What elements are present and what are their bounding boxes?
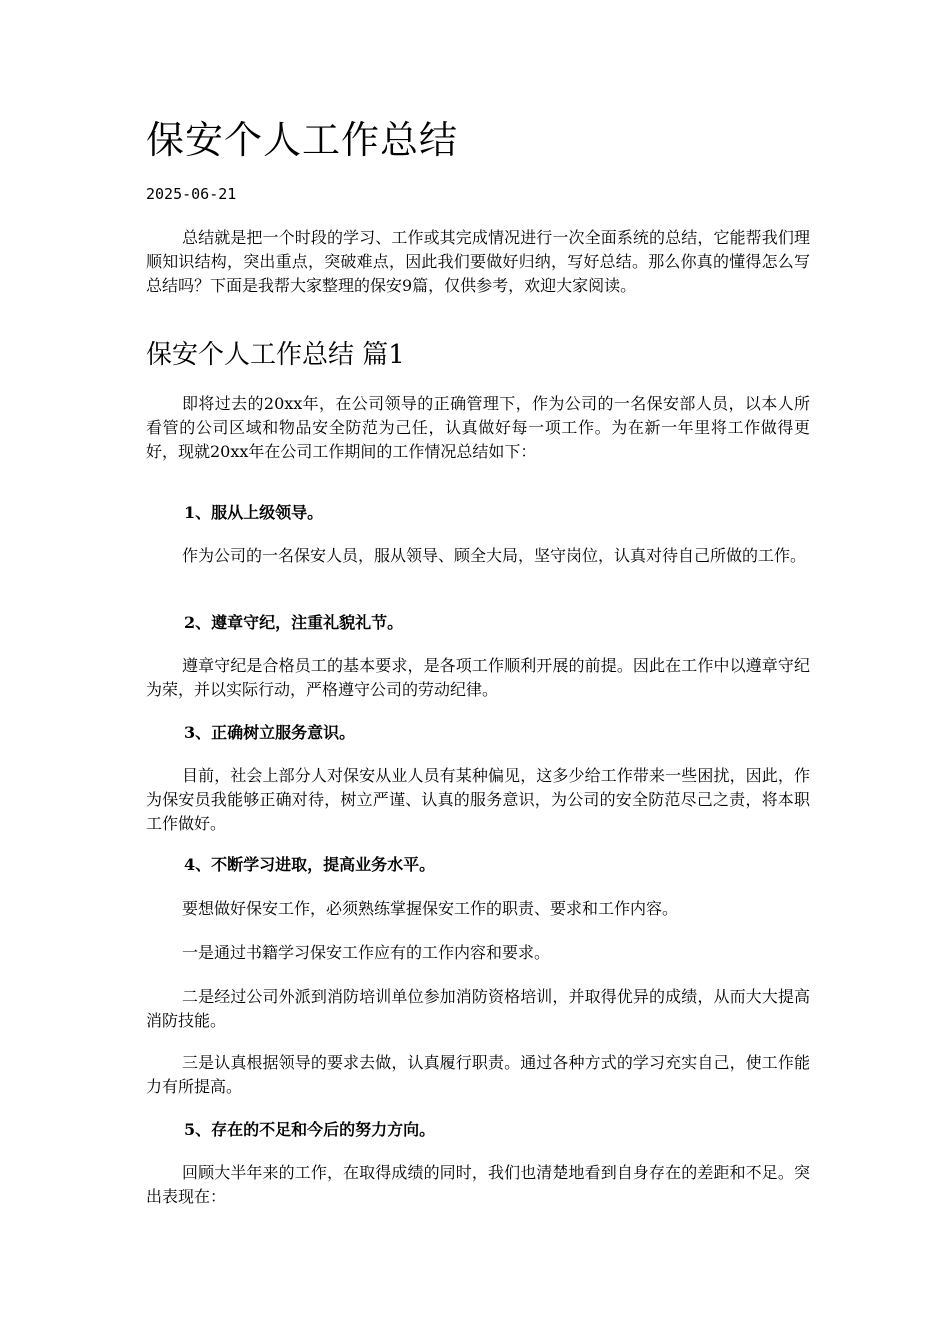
section-title: 保安个人工作总结 篇1 [146,340,405,370]
document-date: 2025-06-21 [146,185,237,203]
body-paragraph-2: 作为公司的一名保安人员，服从领导、顾全大局，坚守岗位，认真对待自己所做的工作。 [182,546,807,565]
subheading-3: 3、正确树立服务意识。 [184,723,356,742]
body-paragraph-1: 即将过去的20xx年，在公司领导的正确管理下，作为公司的一名保安部人员，以本人所看管的公司区域和物品安全防范为己任，认真做好每一项工作。为在新一年里将工作做得更好，现就20xx年在公司工作期间的工作情况总结如下： [146,394,810,461]
body-paragraph-5: 要想做好保安工作，必须熟练掌握保安工作的职责、要求和工作内容。 [182,899,679,918]
body-paragraph-8: 三是认真根据领导的要求去做，认真履行职责。通过各种方式的学习充实自己，使工作能力有所提高。 [146,1053,810,1096]
subheading-1: 1、服从上级领导。 [184,503,324,522]
body-paragraph-3: 遵章守纪是合格员工的基本要求，是各项工作顺利开展的前提。因此在工作中以遵章守纪为荣，并以实际行动，严格遵守公司的劳动纪律。 [146,656,810,699]
subheading-5: 5、存在的不足和今后的努力方向。 [184,1120,436,1139]
body-paragraph-4: 目前，社会上部分人对保安从业人员有某种偏见，这多少给工作带来一些困扰，因此，作为保安员我能够正确对待，树立严谨、认真的服务意识，为公司的安全防范尽己之责，将本职工作做好。 [146,766,810,833]
body-paragraph-7: 二是经过公司外派到消防培训单位参加消防资格培训，并取得优异的成绩，从而大大提高消防技能。 [146,987,810,1030]
subheading-4: 4、不断学习进取，提高业务水平。 [184,855,436,874]
body-paragraph-9: 回顾大半年来的工作，在取得成绩的同时，我们也清楚地看到自身存在的差距和不足。突出表现在： [146,1163,810,1206]
intro-paragraph: 总结就是把一个时段的学习、工作或其完成情况进行一次全面系统的总结，它能帮我们理顺知识结构，突出重点，突破难点，因此我们要做好归纳，写好总结。那么你真的懂得怎么写总结吗？下面是我帮大家整理的保安9篇，仅供参考，欢迎大家阅读。 [146,228,810,295]
document-title: 保安个人工作总结 [146,118,459,162]
subheading-2: 2、遵章守纪，注重礼貌礼节。 [184,613,404,632]
body-paragraph-6: 一是通过书籍学习保安工作应有的工作内容和要求。 [182,943,551,962]
